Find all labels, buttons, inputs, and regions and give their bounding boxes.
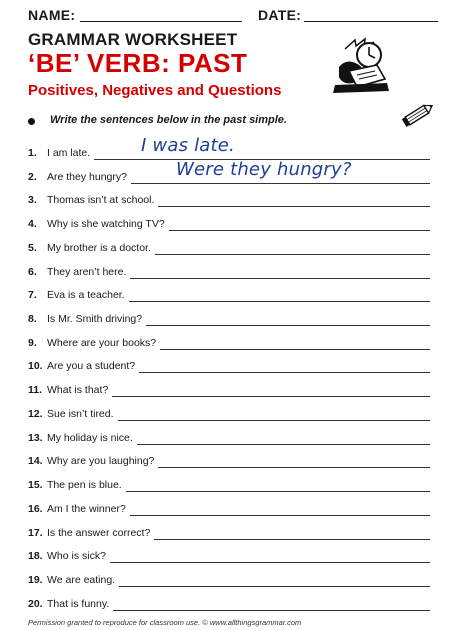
pencil-icon xyxy=(400,100,436,130)
item-number: 4. xyxy=(28,218,37,231)
item-number: 9. xyxy=(28,336,37,349)
item-prompt: That is funny. xyxy=(47,597,110,610)
item-number: 7. xyxy=(28,289,37,302)
item-number: 13. xyxy=(28,431,43,444)
item-number: 8. xyxy=(28,313,37,326)
item-prompt: Am I the winner? xyxy=(47,502,126,515)
answer-line[interactable] xyxy=(158,467,430,468)
exercise-item xyxy=(0,451,474,475)
handwritten-answer: I was late. xyxy=(141,135,235,156)
answer-line[interactable] xyxy=(110,562,430,563)
answer-line[interactable] xyxy=(112,396,430,397)
item-prompt: My holiday is nice. xyxy=(47,431,133,444)
name-field-line[interactable] xyxy=(80,21,242,22)
answer-line[interactable] xyxy=(126,491,430,492)
item-number: 1. xyxy=(28,147,37,159)
exercise-item xyxy=(0,499,474,523)
item-prompt: Is Mr. Smith driving? xyxy=(47,313,143,326)
answer-line[interactable] xyxy=(160,349,430,350)
item-prompt: Where are your books? xyxy=(47,336,157,349)
item-prompt: Why are you laughing? xyxy=(47,455,155,468)
date-label: DATE: xyxy=(258,7,302,23)
item-number: 12. xyxy=(28,407,43,420)
date-field-line[interactable] xyxy=(304,21,438,22)
instruction-text: Write the sentences below in the past simple. xyxy=(50,114,287,126)
exercise-item xyxy=(0,523,474,547)
answer-line[interactable] xyxy=(113,610,430,611)
answer-line[interactable] xyxy=(131,183,430,184)
item-number: 20. xyxy=(28,597,43,610)
item-number: 15. xyxy=(28,479,43,492)
item-number: 16. xyxy=(28,502,43,515)
answer-line[interactable] xyxy=(155,254,430,255)
exercise-item xyxy=(0,404,474,428)
exercise-item xyxy=(0,380,474,404)
item-number: 6. xyxy=(28,265,37,278)
item-prompt: Are you a student? xyxy=(47,360,136,373)
footer-permission: Permission granted to reproduce for classroom use. © www.allthingsgrammar.com xyxy=(28,618,302,627)
exercise-item xyxy=(0,428,474,452)
answer-line[interactable] xyxy=(139,372,430,373)
answer-line[interactable] xyxy=(129,301,430,302)
worksheet-title: GRAMMAR WORKSHEET xyxy=(28,30,238,49)
header-row xyxy=(28,4,448,26)
exercise-item xyxy=(0,475,474,499)
item-number: 18. xyxy=(28,550,43,563)
exercise-item xyxy=(0,158,474,191)
item-prompt: My brother is a doctor. xyxy=(47,241,151,254)
answer-line[interactable] xyxy=(118,420,430,421)
item-prompt: Sue isn’t tired. xyxy=(47,407,114,420)
item-prompt: Thomas isn’t at school. xyxy=(47,194,155,207)
exercise-item xyxy=(0,333,474,357)
exercise-item xyxy=(0,190,474,214)
answer-line[interactable] xyxy=(154,539,430,540)
item-prompt: Eva is a teacher. xyxy=(47,289,125,302)
exercise-item xyxy=(0,214,474,238)
answer-line[interactable] xyxy=(130,278,430,279)
item-number: 14. xyxy=(28,455,43,468)
exercise-item xyxy=(0,262,474,286)
exercise-item xyxy=(0,570,474,594)
item-prompt: The pen is blue. xyxy=(47,479,122,492)
worksheet-subtitle: Positives, Negatives and Questions xyxy=(28,82,282,99)
item-number: 10. xyxy=(28,360,43,373)
item-number: 5. xyxy=(28,241,37,254)
item-prompt: We are eating. xyxy=(47,573,116,586)
exercise-item xyxy=(0,238,474,262)
exercise-item xyxy=(0,356,474,380)
answer-line[interactable] xyxy=(130,515,430,516)
item-prompt: What is that? xyxy=(47,384,109,397)
item-prompt: Are they hungry? xyxy=(47,170,127,183)
item-number: 2. xyxy=(28,170,37,183)
item-prompt: They aren’t here. xyxy=(47,265,127,278)
bullet-icon xyxy=(28,118,35,125)
answer-line[interactable] xyxy=(158,206,430,207)
worksheet-topic: ‘BE’ VERB: PAST xyxy=(28,48,248,78)
name-label: NAME: xyxy=(28,7,76,23)
item-number: 17. xyxy=(28,526,43,539)
exercise-item xyxy=(0,594,474,618)
item-number: 19. xyxy=(28,573,43,586)
answer-line[interactable] xyxy=(146,325,430,326)
exercise-item xyxy=(0,309,474,333)
exercise-item xyxy=(0,285,474,309)
clock-desk-illustration-icon xyxy=(331,37,391,95)
answer-line[interactable] xyxy=(137,444,430,445)
item-prompt: Is the answer correct? xyxy=(47,526,151,539)
handwritten-answer: Were they hungry? xyxy=(176,158,352,180)
item-number: 11. xyxy=(28,384,43,397)
item-prompt: Who is sick? xyxy=(47,550,106,563)
answer-line[interactable] xyxy=(119,586,430,587)
item-prompt: I am late. xyxy=(47,147,91,159)
exercise-item xyxy=(0,546,474,570)
item-number: 3. xyxy=(28,194,37,207)
answer-line[interactable] xyxy=(169,230,430,231)
item-prompt: Why is she watching TV? xyxy=(47,218,165,231)
